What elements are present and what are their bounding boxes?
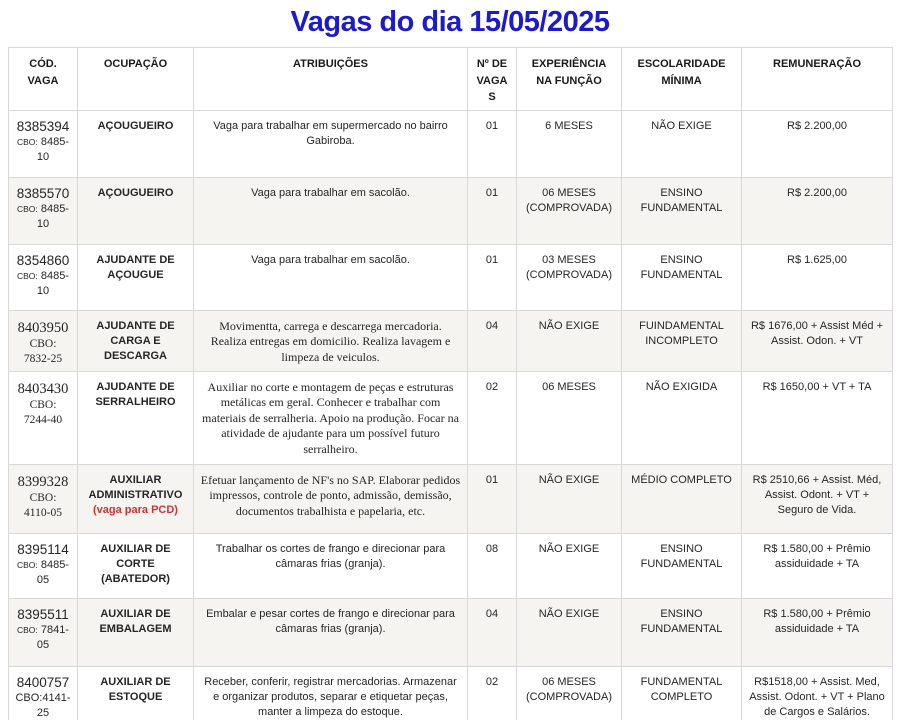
cbo-value: 7841-05: [36, 624, 69, 651]
cell-occupation: [78, 371, 194, 464]
cell-vacancy-code: [9, 666, 78, 720]
cell-education: ENSINO FUNDAMENTAL: [622, 244, 742, 310]
cbo-code: [15, 135, 71, 164]
cell-remuneration: R$1518,00 + Assist. Med, Assist. Odont. + VT + Plano de Cargos e Salários.: [742, 666, 893, 720]
cbo-code: [15, 398, 71, 428]
occupation-label: AJUDANTE DE AÇOUGUE: [96, 253, 175, 281]
cbo-value: 8485-10: [36, 203, 69, 230]
cell-occupation: [78, 244, 194, 310]
header-row: [9, 48, 893, 111]
occupation-label: AUXILIAR DE CORTE (ABATEDOR): [100, 542, 171, 586]
cell-vacancy-count: 04: [468, 310, 517, 371]
cbo-code: [15, 202, 71, 231]
cell-experience: NÃO EXIGE: [517, 533, 622, 598]
cell-experience: 06 MESES (COMPROVADA): [517, 177, 622, 244]
cbo-code: [15, 623, 71, 652]
cell-duties: Trabalhar os cortes de frango e direcionar para câmaras frias (granja).: [194, 533, 468, 598]
cell-remuneration: R$ 1.580,00 + Prêmio assiduidade + TA: [742, 598, 893, 666]
occupation-label: AÇOUGUEIRO: [97, 119, 174, 132]
cbo-code: [15, 691, 71, 720]
cbo-label: CBO:: [17, 625, 38, 636]
vacancy-code: 8403430: [17, 380, 69, 397]
column-header-ocupacao: OCUPAÇÃO: [78, 48, 194, 111]
occupation-label: AJUDANTE DE SERRALHEIRO: [95, 380, 176, 408]
vacancy-row: [9, 110, 893, 177]
vacancy-row: [9, 310, 893, 371]
occupation-label: AJUDANTE DE CARGA E DESCARGA: [96, 319, 175, 363]
occupation-label: AUXILIAR DE EMBALAGEM: [99, 607, 172, 635]
cbo-label: CBO:: [15, 692, 43, 705]
cell-experience: NÃO EXIGE: [517, 310, 622, 371]
cbo-label: CBO:: [17, 560, 38, 571]
cbo-label: CBO:: [17, 204, 38, 215]
cell-education: FUNDAMENTAL COMPLETO: [622, 666, 742, 720]
cbo-value: 8485-10: [36, 270, 69, 297]
cell-experience: 06 MESES: [517, 371, 622, 464]
vacancy-row: [9, 177, 893, 244]
cell-remuneration: R$ 2.200,00: [742, 177, 893, 244]
vacancy-code: 8403950: [17, 319, 69, 336]
cell-vacancy-count: 08: [468, 533, 517, 598]
vacancy-code: 8385394: [16, 118, 70, 134]
cell-duties: Vaga para trabalhar em supermercado no bairro Gabiroba.: [194, 110, 468, 177]
cell-occupation: [78, 110, 194, 177]
cell-remuneration: R$ 1650,00 + VT + TA: [742, 371, 893, 464]
cell-occupation: [78, 464, 194, 533]
cell-vacancy-code: [9, 177, 78, 244]
occupation-label: AUXILIAR ADMINISTRATIVO: [88, 473, 183, 501]
vacancy-row: [9, 598, 893, 666]
vacancy-row: [9, 371, 893, 464]
cbo-value: 7832-25: [23, 352, 63, 365]
cbo-value: 4110-05: [24, 506, 62, 519]
cell-vacancy-code: [9, 110, 78, 177]
cell-vacancy-count: 04: [468, 598, 517, 666]
vacancy-code: 8354860: [16, 252, 70, 268]
cbo-value: 4141-25: [36, 692, 71, 719]
cell-education: MÉDIO COMPLETO: [622, 464, 742, 533]
cbo-value: 7244-40: [23, 413, 63, 426]
vacancy-code: 8395114: [17, 541, 69, 557]
cbo-label: CBO:: [29, 491, 57, 504]
vacancy-row: [9, 464, 893, 533]
column-header-cod-vaga: CÓD. VAGA: [9, 48, 78, 111]
cell-education: ENSINO FUNDAMENTAL: [622, 177, 742, 244]
cell-education: NÃO EXIGE: [622, 110, 742, 177]
cbo-label: CBO:: [17, 137, 38, 148]
cell-occupation: [78, 533, 194, 598]
cbo-code: [15, 491, 71, 521]
cell-remuneration: R$ 1.625,00: [742, 244, 893, 310]
cell-education: ENSINO FUNDAMENTAL: [622, 533, 742, 598]
cell-experience: 03 MESES (COMPROVADA): [517, 244, 622, 310]
vacancy-row: [9, 533, 893, 598]
cell-duties: Movimentta, carrega e descarrega mercadoria. Realiza entregas em domicilio. Realiza lavagem e limpeza de veiculos.: [194, 310, 468, 371]
cell-vacancy-code: [9, 464, 78, 533]
cell-experience: NÃO EXIGE: [517, 464, 622, 533]
cell-occupation: [78, 310, 194, 371]
cell-duties: Receber, conferir, registrar mercadorias. Armazenar e organizar produtos, separar e etiquetar peças, manter a limpeza do estoque.: [194, 666, 468, 720]
vacancy-code: 8400757: [16, 674, 70, 690]
cbo-code: [15, 269, 71, 298]
cell-duties: Auxiliar no corte e montagem de peças e estruturas metálicas em geral. Conhecer e trabalhar com materiais de serralheria. Apoio na produção. Focar na atividade de ajudante para um possível futuro serralheiro.: [194, 371, 468, 464]
pcd-note: (vaga para PCD): [93, 504, 178, 517]
cell-duties: Vaga para trabalhar em sacolão.: [194, 177, 468, 244]
cbo-code: [15, 337, 71, 367]
column-header-remuneracao: REMUNERAÇÃO: [742, 48, 893, 111]
vacancy-row: [9, 244, 893, 310]
cell-occupation: [78, 666, 194, 720]
cell-education: NÃO EXIGIDA: [622, 371, 742, 464]
occupation-label: AÇOUGUEIRO: [97, 186, 174, 199]
cell-vacancy-code: [9, 371, 78, 464]
cell-education: FUINDAMENTAL INCOMPLETO: [622, 310, 742, 371]
cell-vacancy-count: 01: [468, 110, 517, 177]
cbo-label: CBO:: [17, 271, 38, 282]
cell-remuneration: R$ 1.580,00 + Prêmio assiduidade + TA: [742, 533, 893, 598]
cell-remuneration: R$ 1676,00 + Assist Méd + Assist. Odon. + VT: [742, 310, 893, 371]
vacancy-code: 8385570: [16, 185, 70, 201]
cell-vacancy-count: 01: [468, 464, 517, 533]
cell-duties: Embalar e pesar cortes de frango e direcionar para câmaras frias (granja).: [194, 598, 468, 666]
cell-duties: Efetuar lançamento de NF's no SAP. Elaborar pedidos impressos, controle de ponto, admissão, demissão, documentos trabalhista e papelaria, etc.: [194, 464, 468, 533]
cell-vacancy-count: 01: [468, 244, 517, 310]
page-title: Vagas do dia 15/05/2025: [290, 6, 610, 38]
occupation-label: AUXILIAR DE ESTOQUE: [100, 675, 171, 703]
cell-experience: 06 MESES (COMPROVADA): [517, 666, 622, 720]
vacancy-row: [9, 666, 893, 720]
cbo-code: [15, 558, 71, 587]
column-header-atribuicoes: ATRIBUIÇÕES: [194, 48, 468, 111]
cell-vacancy-count: 01: [468, 177, 517, 244]
cell-duties: Vaga para trabalhar em sacolão.: [194, 244, 468, 310]
cell-vacancy-code: [9, 244, 78, 310]
cell-vacancy-count: 02: [468, 666, 517, 720]
cell-education: ENSINO FUNDAMENTAL: [622, 598, 742, 666]
cbo-value: 8485-10: [36, 136, 69, 163]
cell-remuneration: R$ 2510,66 + Assist. Méd, Assist. Odont. + VT + Seguro de Vida.: [742, 464, 893, 533]
cell-occupation: [78, 598, 194, 666]
cell-experience: 6 MESES: [517, 110, 622, 177]
document-page: [0, 6, 900, 720]
cell-experience: NÃO EXIGE: [517, 598, 622, 666]
cbo-label: CBO:: [29, 398, 57, 411]
cell-vacancy-code: [9, 310, 78, 371]
vacancies-table: [8, 47, 893, 720]
column-header-escolaridade: ESCOLARIDADE MÍNIMA: [622, 48, 742, 111]
cell-vacancy-code: [9, 533, 78, 598]
cbo-label: CBO:: [29, 337, 57, 350]
cell-vacancy-count: 02: [468, 371, 517, 464]
column-header-num-vagas: Nº DE VAGAS: [468, 48, 517, 111]
vacancy-code: 8399328: [17, 473, 69, 490]
cell-vacancy-code: [9, 598, 78, 666]
cbo-value: 8485-05: [36, 559, 69, 586]
column-header-experiencia: EXPERIÊNCIA NA FUNÇÃO: [517, 48, 622, 111]
cell-occupation: [78, 177, 194, 244]
vacancy-code: 8395511: [17, 606, 69, 622]
cell-remuneration: R$ 2.200,00: [742, 110, 893, 177]
